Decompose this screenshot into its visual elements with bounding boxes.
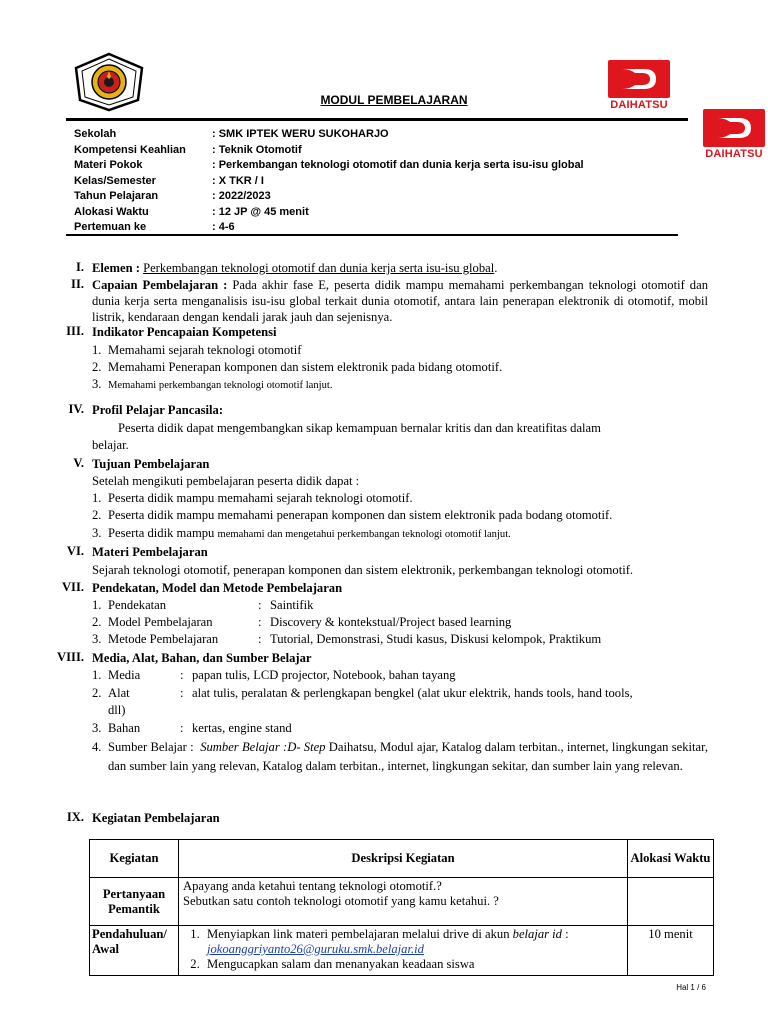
table-cell: Pertanyaan Pemantik [90, 878, 179, 926]
section-heading: Indikator Pencapaian Kompetensi [92, 325, 277, 339]
info-row: Pertemuan ke : 4-6 [74, 221, 235, 233]
brand-name: DAIHATSU [705, 148, 763, 160]
table-cell: Pendahuluan/ Awal [90, 926, 179, 976]
section-number: II. [71, 277, 84, 291]
divider [66, 118, 688, 121]
table-cell: Apayang anda ketahui tentang teknologi otomotif.? Sebutkan satu contoh teknologi otomotif yang kamu ketahui. ? [179, 878, 628, 926]
list-item: 1. Pendekatan : Saintifik [92, 598, 314, 612]
table-row [90, 878, 714, 926]
list-item: 2. Peserta didik mampu memahami penerapan komponen dan sistem elektronik pada bodang otomotif. [92, 508, 613, 522]
info-row: Tahun Pelajaran : 2022/2023 [74, 190, 271, 202]
info-row: Kelas/Semester : X TKR / I [74, 174, 264, 187]
info-row: Kompetensi Keahlian : Teknik Otomotif [74, 143, 302, 156]
paragraph: Sejarah teknologi otomotif, penerapan komponen dan sistem elektronik, perkembangan teknologi otomotif. [92, 563, 634, 577]
list-item-continued: dll) [108, 703, 126, 717]
email-link[interactable]: jokoanggriyanto26@guruku.smk.belajar.id [207, 942, 424, 956]
table-cell: 10 menit [628, 926, 714, 976]
info-table [74, 127, 584, 236]
section-heading: Pendekatan, Model dan Metode Pembelajaran [92, 581, 343, 595]
info-row: Sekolah : SMK IPTEK WERU SUKOHARJO [74, 128, 389, 140]
section-capaian: Capaian Pembelajaran : Pada akhir fase E, peserta didik mampu memahami perkembangan teknologi otomotif dan dunia kerja serta menganalisis isu-isu global terkait dunia otomotif, antara lain penerapan elektronik di otomotif, mobil listrik, kendaraan dengan kendali jarak jauh dan sejenisnya. [92, 278, 708, 324]
info-row: Alokasi Waktu : 12 JP @ 45 menit [74, 205, 309, 218]
column-header: Deskripsi Kegiatan [179, 840, 628, 878]
list-item: 1. Peserta didik mampu memahami sejarah teknologi otomotif. [92, 491, 413, 505]
list-item: 3. Memahami perkembangan teknologi otomotif lanjut. [92, 377, 333, 391]
elemen-text: Perkembangan teknologi otomotif dan dunia kerja serta isu-isu global [143, 261, 495, 275]
section-heading: Media, Alat, Bahan, dan Sumber Belajar [92, 651, 312, 665]
table-cell [628, 878, 714, 926]
daihatsu-logo [703, 109, 765, 160]
section-number: IV. [68, 402, 84, 416]
list-item: 1. Memahami sejarah teknologi otomotif [92, 343, 302, 357]
column-header: Alokasi Waktu [628, 840, 714, 878]
info-row: Materi Pokok : Perkembangan teknologi otomotif dan dunia kerja serta isu-isu global [74, 159, 584, 171]
list-item: 2. Model Pembelajaran : Discovery & kontekstual/Project based learning [92, 615, 512, 629]
section-heading: Profil Pelajar Pancasila: [92, 403, 224, 417]
section-number: VI. [66, 544, 84, 558]
list-item: 4. Sumber Belajar : Sumber Belajar :D- Step Daihatsu, Modul ajar, Katalog dalam terbitan., internet, lingkungan sekitar, dan sumber lain yang relevan, Katalog dalam terbitan., internet, lingkungan sekitar, dan sumber lain yang relevan. [92, 740, 708, 773]
divider [66, 234, 678, 236]
list-item: 2. Memahami Penerapan komponen dan sistem elektronik pada bidang otomotif. [92, 360, 503, 374]
section-number: IX. [66, 810, 84, 824]
column-header: Kegiatan [90, 840, 179, 878]
list-item: 3. Bahan : kertas, engine stand [92, 721, 292, 735]
paragraph: Setelah mengikuti pembelajaran peserta didik dapat : [92, 474, 360, 488]
paragraph: belajar. [92, 438, 129, 452]
section-heading: Materi Pembelajaran [92, 545, 208, 559]
section-elemen: Elemen : Perkembangan teknologi otomotif dan dunia kerja serta isu-isu global. [92, 261, 498, 275]
list-item: 3. Peserta didik mampu memahami dan mengetahui perkembangan teknologi otomotif lanjut. [92, 526, 511, 540]
table-row [90, 926, 714, 976]
section-heading: Tujuan Pembelajaran [92, 457, 210, 471]
activity-table [89, 839, 714, 976]
section-number: V. [73, 456, 84, 470]
paragraph: Peserta didik dapat mengembangkan sikap kemampuan bernalar kritis dan dan kreatifitas dalam [118, 421, 601, 435]
list-item: 2. Alat : alat tulis, peralatan & perlengkapan bengkel (alat ukur elektrik, hands tools, hand tools, [92, 686, 633, 700]
list-item: 3. Metode Pembelajaran : Tutorial, Demonstrasi, Studi kasus, Diskusi kelompok, Praktikum [92, 632, 602, 646]
table-cell: 1. Menyiapkan link materi pembelajaran melalui drive di akun belajar id : jokoanggriyanto26@guruku.smk.belajar.id 2. Mengucapkan salam dan menanyakan keadaan siswa [179, 926, 628, 976]
table-header-row [90, 840, 714, 878]
page-number: Hal 1 / 6 [676, 983, 706, 992]
brand-name: DAIHATSU [610, 99, 668, 111]
section-number: III. [66, 324, 84, 338]
section-number: VIII. [57, 650, 84, 664]
section-number: VII. [61, 580, 84, 594]
section-number: I. [75, 260, 84, 274]
document-title: MODUL PEMBELAJARAN [320, 93, 468, 107]
list-item: 1. Media : papan tulis, LCD projector, Notebook, bahan tayang [92, 668, 456, 682]
section-heading: Kegiatan Pembelajaran [92, 811, 220, 825]
